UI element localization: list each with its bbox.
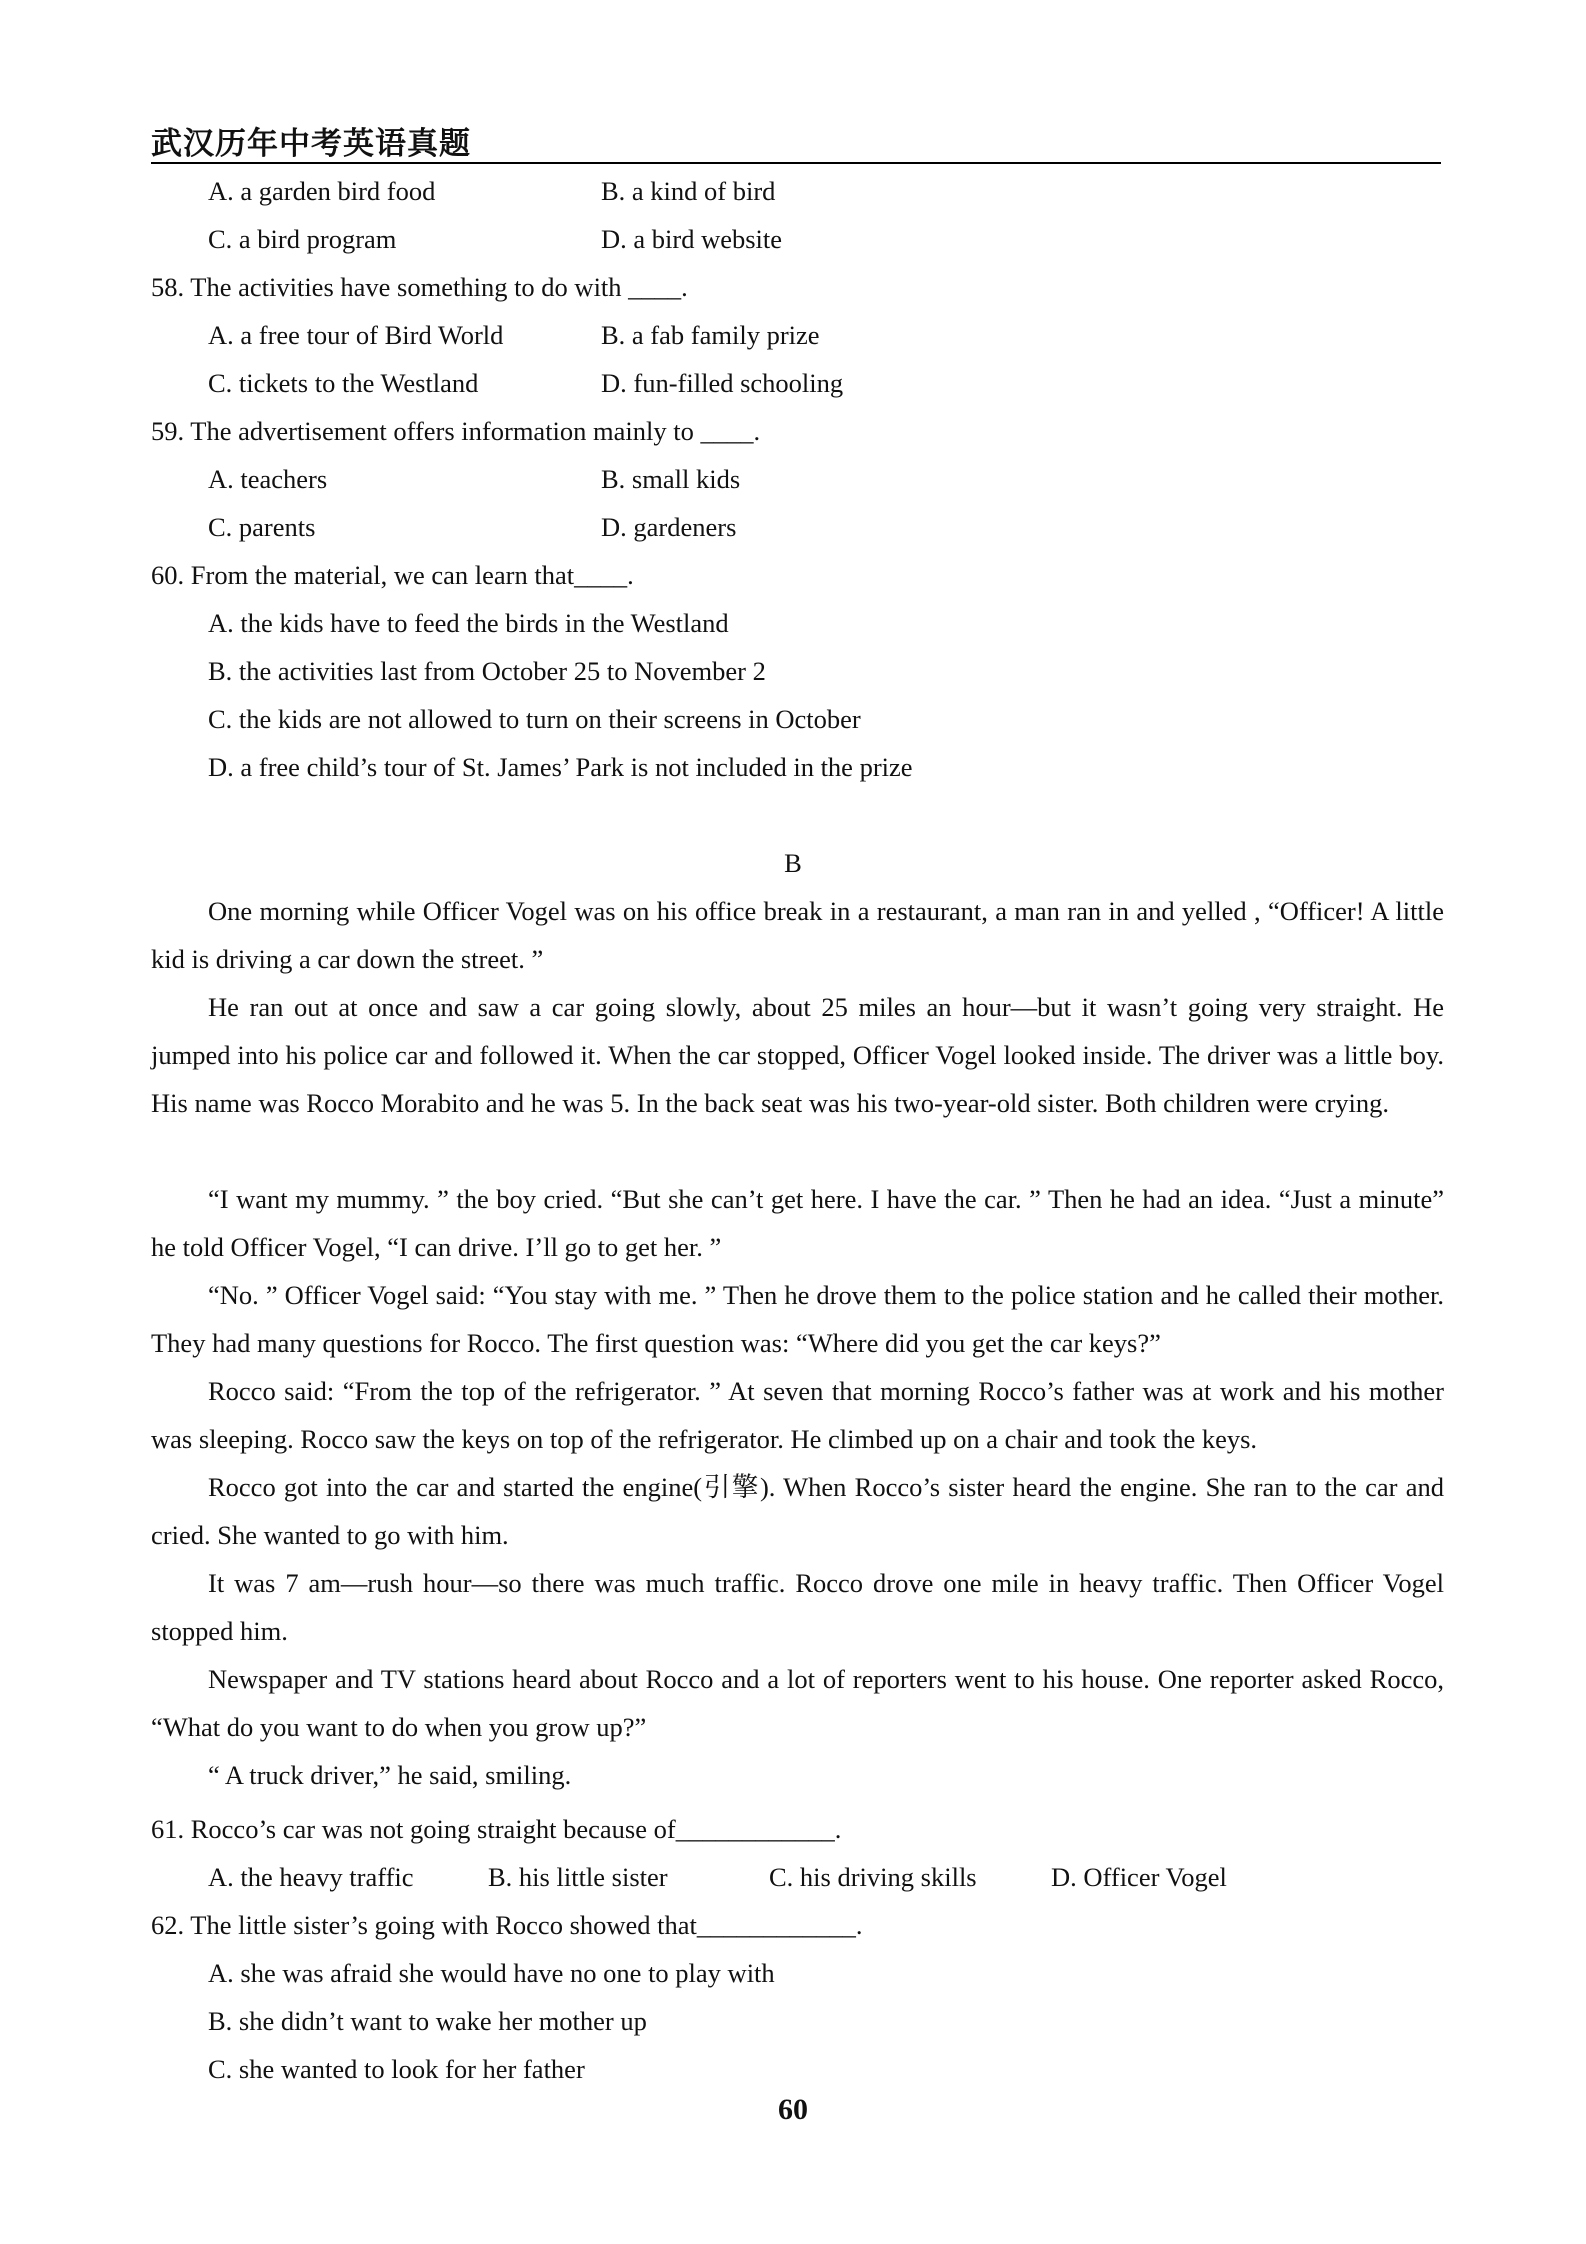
q58-option-b: B. a fab family prize [601,320,820,350]
passage-paragraph: Newspaper and TV stations heard about Rocco and a lot of reporters went to his house. One reporter asked Rocco, “What do you want to do when you grow up?” [151,1664,1444,1742]
passage-paragraph: He ran out at once and saw a car going slowly, about 25 miles an hour—but it wasn’t going very straight. He jumped into his police car and followed it. When the car stopped, Officer Vogel looked inside. The driver was a little boy. His name was Rocco Morabito and he was 5. In the back seat was his two-year-old sister. Both children were crying. [151,992,1444,1118]
q57-option-c: C. a bird program [208,224,397,254]
q60-option-a: A. the kids have to feed the birds in the Westland [208,608,729,638]
q60-stem: 60. From the material, we can learn that____. [151,560,634,590]
passage-paragraph: Rocco said: “From the top of the refrigerator. ” At seven that morning Rocco’s father was at work and his mother was sleeping. Rocco saw the keys on top of the refrigerator. He climbed up on a chair and took the keys. [151,1376,1444,1454]
q61-option-d: D. Officer Vogel [1051,1862,1227,1892]
q58-option-c: C. tickets to the Westland [208,368,479,398]
q60-option-d: D. a free child’s tour of St. James’ Park is not included in the prize [208,752,913,782]
passage-paragraph: One morning while Officer Vogel was on his office break in a restaurant, a man ran in and yelled , “Officer! A little kid is driving a car down the street. ” [151,896,1444,974]
passage-paragraph: “I want my mummy. ” the boy cried. “But she can’t get here. I have the car. ” Then he had an idea. “Just a minute” he told Officer Vogel, “I can drive. I’ll go to get her. ” [151,1184,1444,1262]
q59-option-d: D. gardeners [601,512,737,542]
section-label: B [784,848,802,878]
passage-paragraph: It was 7 am—rush hour—so there was much traffic. Rocco drove one mile in heavy traffic. Then Officer Vogel stopped him. [151,1568,1444,1646]
q58-option-a: A. a free tour of Bird World [208,320,504,350]
q59-option-a: A. teachers [208,464,328,494]
q60-option-b: B. the activities last from October 25 to November 2 [208,656,766,686]
passage-paragraph: “ A truck driver,” he said, smiling. [208,1760,572,1790]
q62-option-c: C. she wanted to look for her father [208,2054,585,2084]
passage-paragraph: “No. ” Officer Vogel said: “You stay with me. ” Then he drove them to the police station and he called their mother. They had many questions for Rocco. The first question was: “Where did you get the car keys?” [151,1280,1444,1358]
q60-option-c: C. the kids are not allowed to turn on their screens in October [208,704,861,734]
q57-option-b: B. a kind of bird [601,176,776,206]
q61-option-a: A. the heavy traffic [208,1862,414,1892]
q61-stem: 61. Rocco’s car was not going straight because of____________. [151,1814,842,1844]
q58-option-d: D. fun-filled schooling [601,368,844,398]
q62-option-b: B. she didn’t want to wake her mother up [208,2006,647,2036]
q59-option-c: C. parents [208,512,316,542]
q61-option-b: B. his little sister [488,1862,668,1892]
q57-option-d: D. a bird website [601,224,783,254]
passage-paragraph: Rocco got into the car and started the engine(引擎). When Rocco’s sister heard the engine. She ran to the car and cried. She wanted to go with him. [151,1472,1444,1550]
header-title: 武汉历年中考英语真题 [151,126,471,162]
q62-option-a: A. she was afraid she would have no one to play with [208,1958,775,1988]
page-number: 60 [778,2093,808,2126]
q59-stem: 59. The advertisement offers information mainly to ____. [151,416,761,446]
q58-stem: 58. The activities have something to do with ____. [151,272,688,302]
q61-option-c: C. his driving skills [769,1862,977,1892]
q59-option-b: B. small kids [601,464,741,494]
q57-option-a: A. a garden bird food [208,176,436,206]
page-header [151,112,1441,164]
q62-stem: 62. The little sister’s going with Rocco showed that____________. [151,1910,863,1940]
